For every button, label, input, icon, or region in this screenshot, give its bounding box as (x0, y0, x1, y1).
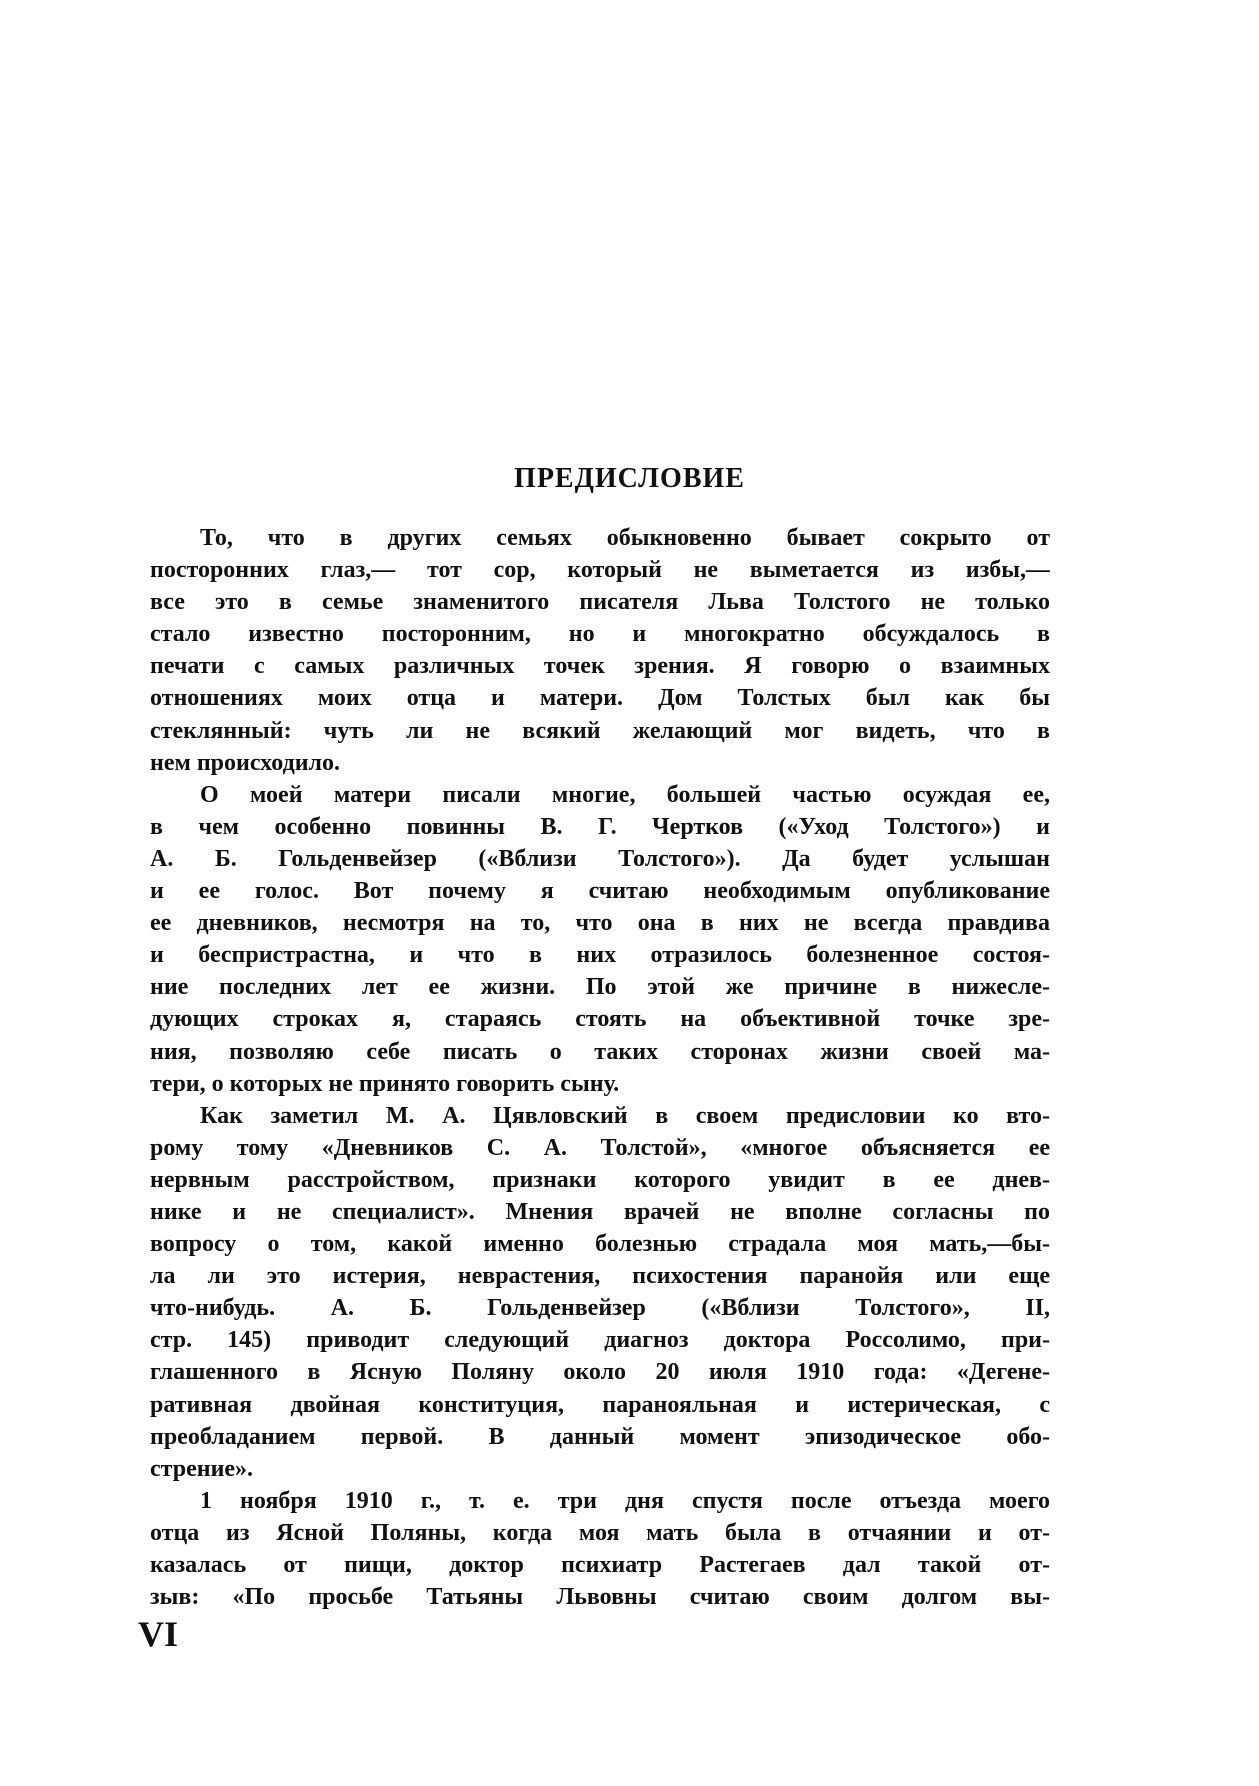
text-line: стрение». (150, 1455, 254, 1482)
page-number: VI (138, 1614, 179, 1654)
text-line: ние последних лет ее жизни. По этой же причине в нижесле- (150, 974, 1050, 1001)
text-line: стр. 145) приводит следующий диагноз доктора Россолимо, при- (150, 1327, 1050, 1354)
text-line: ее дневников, несмотря на то, что она в них не всегда правдива (150, 910, 1050, 937)
text-line: нике и не специалист». Мнения врачей не вполне согласны по (150, 1198, 1050, 1225)
text-line: отношениях моих отца и матери. Дом Толстых был как бы (150, 685, 1050, 712)
text-line: что-нибудь. А. Б. Гольденвейзер («Вблизи Толстого», II, (150, 1295, 1050, 1322)
text-line: ния, позволяю себе писать о таких сторонах жизни своей ма- (150, 1038, 1050, 1065)
text-line: Как заметил М. А. Цявловский в своем предисловии ко вто- (200, 1102, 1050, 1129)
text-line: казалась от пищи, доктор психиатр Растегаев дал такой от- (150, 1552, 1050, 1578)
text-line: в чем особенно повинны В. Г. Чертков («Уход Толстого») и (150, 813, 1050, 840)
text-line: глашенного в Ясную Поляну около 20 июля 1910 года: «Дегене- (150, 1359, 1050, 1386)
text-line: ративная двойная конституция, паранояльная и истерическая, с (150, 1391, 1050, 1418)
text-line: и беспристрастна, и что в них отразилось болезненное состоя- (150, 942, 1050, 969)
text-line: ла ли это истерия, неврастения, психостения паранойя или еще (150, 1263, 1050, 1290)
text-line: стало известно посторонним, но и многократно обсуждалось в (150, 621, 1050, 648)
text-line: посторонних глаз,— тот сор, который не выметается из избы,— (150, 557, 1050, 584)
text-line: печати с самых различных точек зрения. Я говорю о взаимных (150, 653, 1050, 680)
text-line: преобладанием первой. В данный момент эпизодическое обо- (150, 1423, 1050, 1450)
page-title: ПРЕДИСЛОВИЕ (514, 463, 745, 494)
text-line: О моей матери писали многие, большей частью осуждая ее, (200, 781, 1050, 808)
text-line: То, что в других семьях обыкновенно бывает сокрыто от (200, 525, 1050, 551)
text-line: нервным расстройством, признаки которого увидит в ее днев- (150, 1166, 1050, 1193)
preface-body (150, 522, 1050, 1613)
text-line: тери, о которых не принято говорить сыну. (150, 1070, 620, 1097)
text-line: все это в семье знаменитого писателя Льва Толстого не только (150, 589, 1050, 616)
text-line: дующих строках я, стараясь стоять на объективной точке зре- (150, 1006, 1050, 1033)
text-line: нем происходило. (150, 749, 340, 776)
text-line: зыв: «По просьбе Татьяны Львовны считаю своим долгом вы- (150, 1584, 1050, 1611)
text-line: рому тому «Дневников С. А. Толстой», «многое объясняется ее (150, 1134, 1050, 1161)
text-line: стеклянный: чуть ли не всякий желающий мог видеть, что в (150, 717, 1050, 744)
text-line: А. Б. Гольденвейзер («Вблизи Толстого»). Да будет услышан (150, 845, 1050, 872)
text-line: и ее голос. Вот почему я считаю необходимым опубликование (150, 878, 1050, 905)
text-line: вопросу о том, какой именно болезнью страдала моя мать,—бы- (150, 1231, 1050, 1258)
text-line: 1 ноября 1910 г., т. е. три дня спустя после отъезда моего (200, 1487, 1050, 1514)
text-line: отца из Ясной Поляны, когда моя мать была в отчаянии и от- (150, 1519, 1050, 1546)
